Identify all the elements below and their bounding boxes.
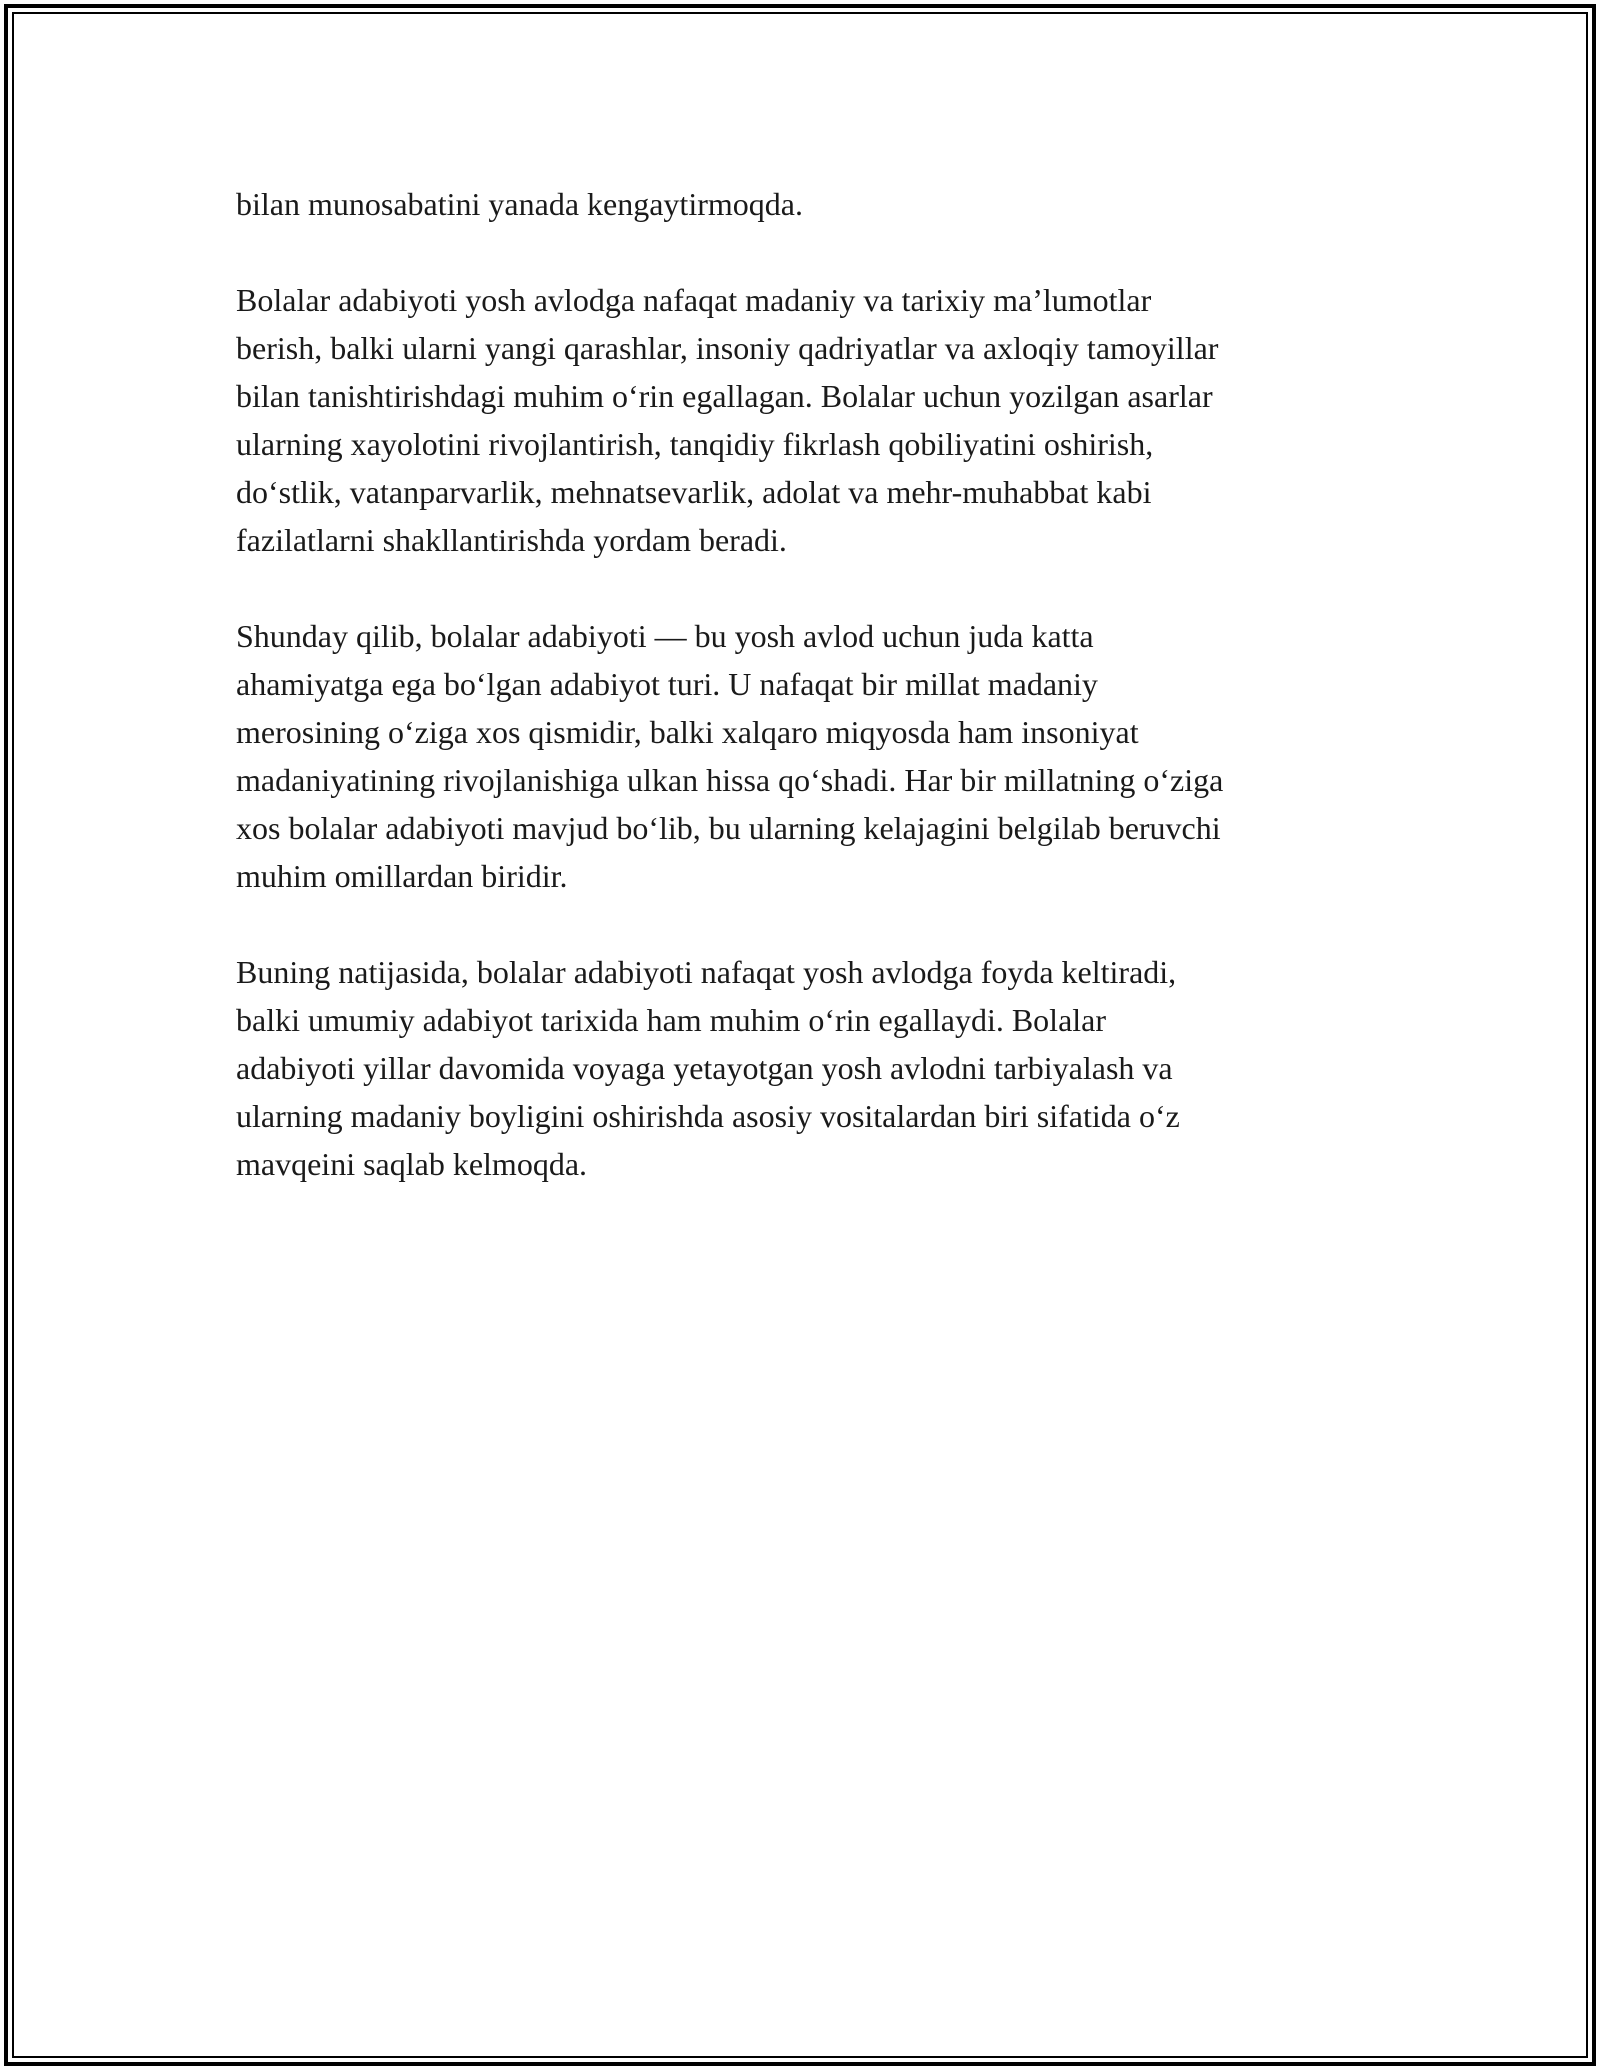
paragraph xyxy=(236,612,1386,900)
text-line: berish, balki ularni yangi qarashlar, insoniy qadriyatlar va axloqiy tamoyillar xyxy=(236,330,1219,366)
text-line: fazilatlarni shakllantirishda yordam beradi. xyxy=(236,522,787,558)
text-line: Bolalar adabiyoti yosh avlodga nafaqat madaniy va tarixiy ma’lumotlar xyxy=(236,282,1152,318)
text-line: ularning xayolotini rivojlantirish, tanqidiy fikrlash qobiliyatini oshirish, xyxy=(236,426,1154,462)
text-line: mavqeini saqlab kelmoqda. xyxy=(236,1146,588,1182)
text-line: madaniyatining rivojlanishiga ulkan hissa qo‘shadi. Har bir millatning o‘ziga xyxy=(236,762,1224,798)
text-line: bilan munosabatini yanada kengaytirmoqda. xyxy=(236,186,803,222)
paragraph xyxy=(236,276,1386,564)
text-line: xos bolalar adabiyoti mavjud bo‘lib, bu ularning kelajagini belgilab beruvchi xyxy=(236,810,1221,846)
text-line: bilan tanishtirishdagi muhim o‘rin egallagan. Bolalar uchun yozilgan asarlar xyxy=(236,378,1213,414)
text-line: adabiyoti yillar davomida voyaga yetayotgan yosh avlodni tarbiyalash va xyxy=(236,1050,1173,1086)
text-line: balki umumiy adabiyot tarixida ham muhim o‘rin egallaydi. Bolalar xyxy=(236,1002,1107,1038)
text-line: ahamiyatga ega bo‘lgan adabiyot turi. U nafaqat bir millat madaniy xyxy=(236,666,1098,702)
paragraph xyxy=(236,948,1386,1188)
text-line: ularning madaniy boyligini oshirishda asosiy vositalardan biri sifatida o‘z xyxy=(236,1098,1180,1134)
paragraph xyxy=(236,180,1386,228)
text-line: Buning natijasida, bolalar adabiyoti nafaqat yosh avlodga foyda keltiradi, xyxy=(236,954,1177,990)
text-line: do‘stlik, vatanparvarlik, mehnatsevarlik, adolat va mehr-muhabbat kabi xyxy=(236,474,1152,510)
text-line: merosining o‘ziga xos qismidir, balki xalqaro miqyosda ham insoniyat xyxy=(236,714,1139,750)
document-body xyxy=(236,180,1386,1236)
text-line: Shunday qilib, bolalar adabiyoti — bu yosh avlod uchun juda katta xyxy=(236,618,1094,654)
text-line: muhim omillardan biridir. xyxy=(236,858,568,894)
